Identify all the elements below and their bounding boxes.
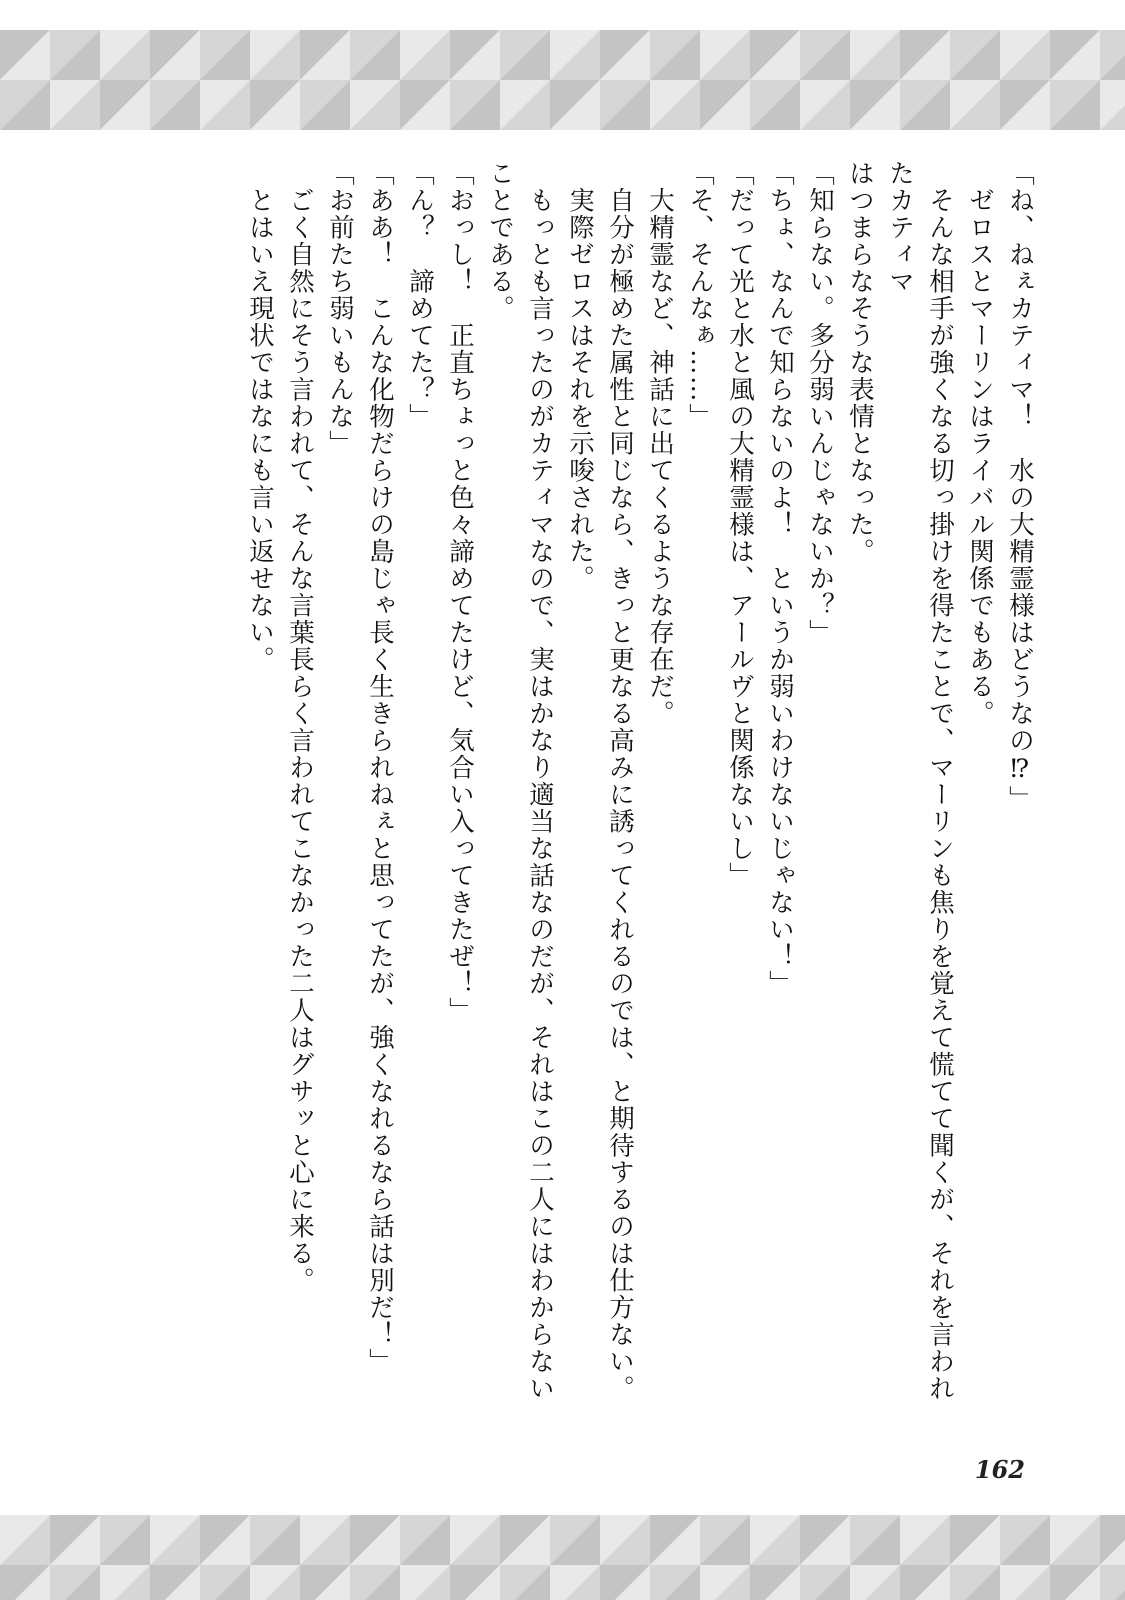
text-line: 「そ、そんなぁ……」 [685, 160, 715, 430]
text-line: 「お前たち弱いもんな」 [325, 160, 355, 457]
triangle-pattern [0, 1515, 1125, 1600]
text-line: もっとも言ったのがカティマなので、実はかなり適当な話なのだが、それはこの二人にはわからないことである。 [485, 160, 555, 1402]
page-number: 162 [974, 1455, 1025, 1484]
text-line: ゼロスとマーリンはライバル関係でもある。 [965, 160, 995, 727]
bottom-decorative-band [0, 1515, 1125, 1600]
vertical-text-body [160, 160, 1040, 1410]
text-line: 「ん？ 諦めてた？」 [405, 160, 435, 430]
triangle-pattern [0, 30, 1125, 130]
text-line: 「ちょ、なんで知らないのよ！ というか弱いわけないじゃない！」 [765, 160, 795, 997]
text-line: そんな相手が強くなる切っ掛けを得たことで、マーリンも焦りを覚えて慌てて聞くが、それを言われたカティマ [885, 160, 955, 1402]
text-line: 実際ゼロスはそれを示唆された。 [565, 160, 595, 592]
text-line: とはいえ現状ではなにも言い返せない。 [245, 160, 275, 673]
text-line: はつまらなそうな表情となった。 [845, 160, 875, 565]
text-line: 「ああ！ こんな化物だらけの島じゃ長く生きられねぇと思ってたが、強くなれるなら話は別だ！」 [365, 160, 395, 1375]
text-line: 大精霊など、神話に出てくるような存在だ。 [645, 160, 675, 727]
top-decorative-band [0, 30, 1125, 130]
text-line: 「知らない。多分弱いんじゃないか？」 [805, 160, 835, 646]
text-line: ごく自然にそう言われて、そんな言葉長らく言われてこなかった二人はグサッと心に来る。 [285, 160, 315, 1294]
text-line: 「おっし！ 正直ちょっと色々諦めてたけど、気合い入ってきたぜ！」 [445, 160, 475, 1024]
text-line: 自分が極めた属性と同じなら、きっと更なる高みに誘ってくれるのでは、と期待するのは仕方ない。 [605, 160, 635, 1402]
text-line: 「ね、ねぇカティマ！ 水の大精霊様はどうなの⁉」 [1005, 160, 1035, 813]
text-line: 「だって光と水と風の大精霊様は、アールヴと関係ないし」 [725, 160, 755, 889]
